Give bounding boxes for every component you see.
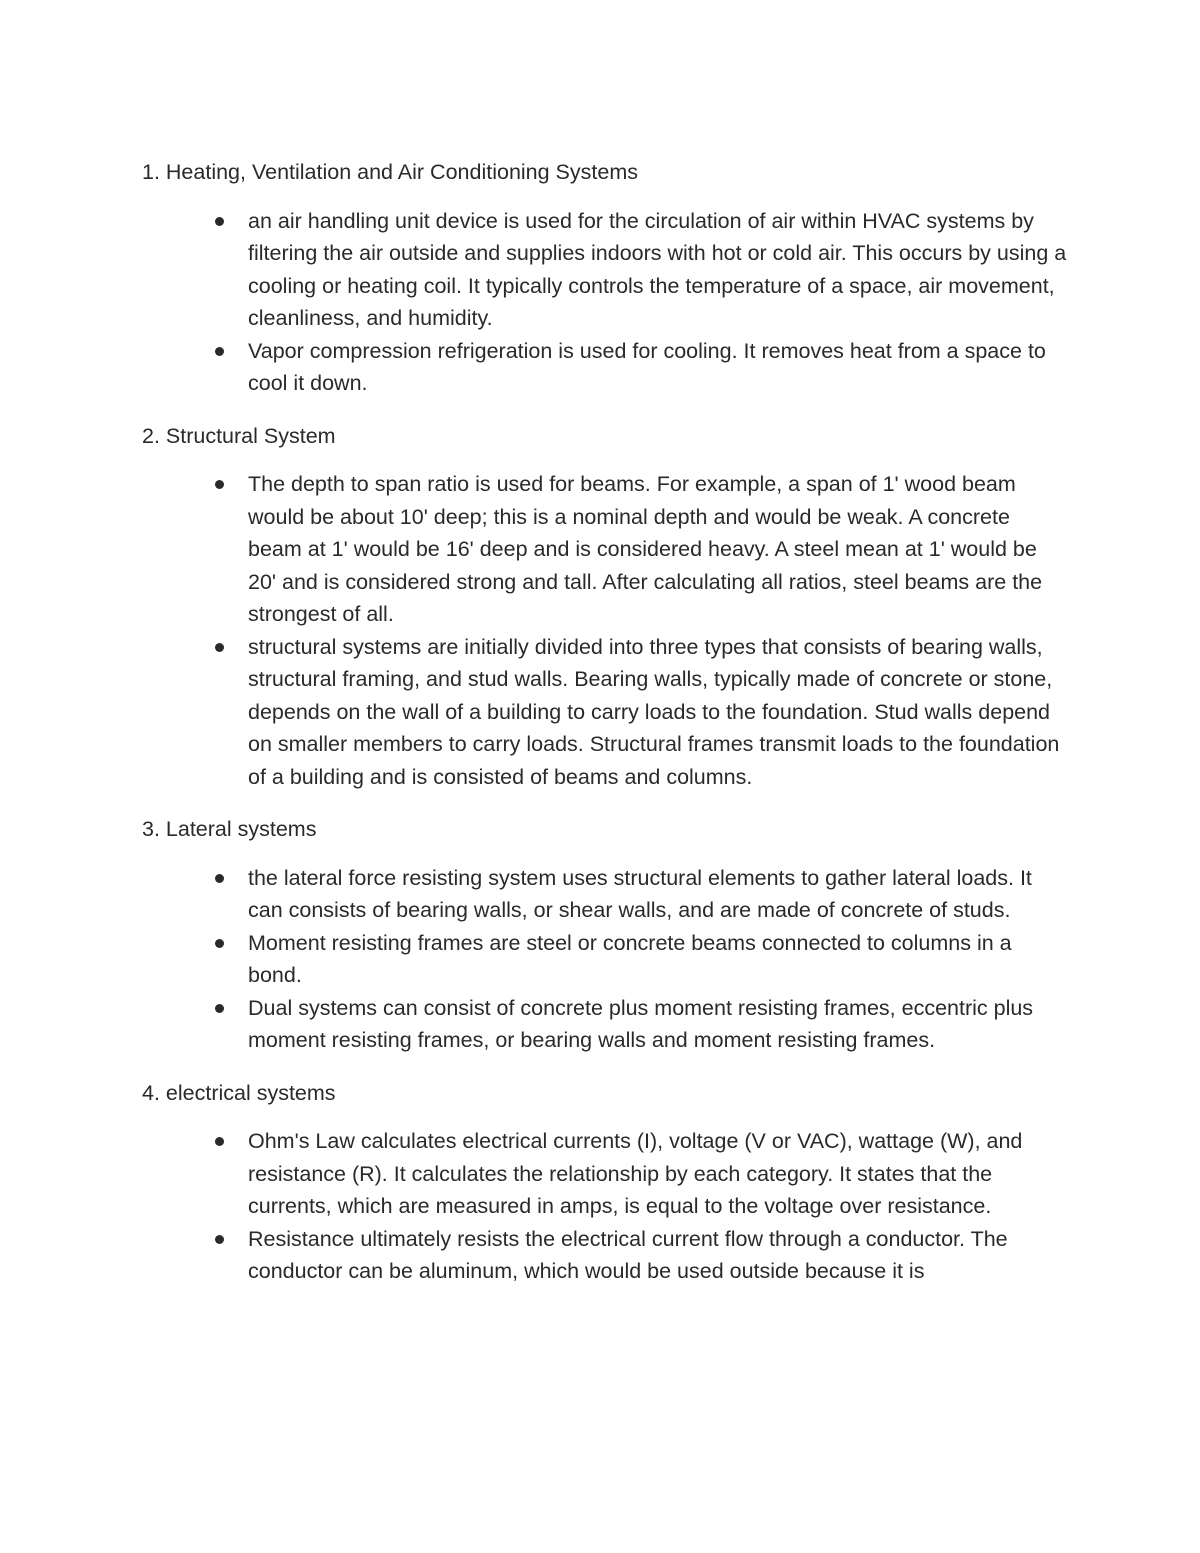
bullet-dot-icon — [215, 643, 224, 652]
bullet-text: The depth to span ratio is used for beams. For example, a span of 1' wood beam would be about 10' deep; this is a nominal depth and would be weak. A concrete beam at 1' would be 16' deep and is considered heavy. A steel mean at 1' would be 20' and is considered strong and tall. After calculating all ratios, steel beams are the strongest of all. — [248, 472, 1043, 626]
section-heading: 2. Structural System — [142, 423, 336, 448]
bullet-text: Dual systems can consist of concrete plus moment resisting frames, eccentric plus moment resisting frames, or bearing walls and moment resisting frames. — [248, 995, 1034, 1052]
bullet-text: the lateral force resisting system uses structural elements to gather lateral loads. It can consists of bearing walls, or shear walls, and are made of concrete of studs. — [248, 865, 1032, 922]
bullet-item — [142, 927, 1068, 992]
section-heading: 3. Lateral systems — [142, 817, 317, 841]
bullet-dot-icon — [215, 347, 224, 356]
section-structural — [142, 420, 1082, 794]
bullet-dot-icon — [215, 217, 224, 226]
bullet-dot-icon — [215, 939, 224, 948]
section-heading: 1. Heating, Ventilation and Air Conditioning Systems — [142, 160, 638, 184]
document-body — [142, 156, 1082, 1288]
bullet-text: structural systems are initially divided into three types that consists of bearing walls, structural framing, and stud walls. Bearing walls, typically made of concrete or stone, depends on the wall of a building to carry loads to the foundation. Stud walls depend on smaller members to carry loads. Structural frames transmit loads to the foundation of a building and is consisted of beams and columns. — [248, 634, 1060, 789]
bullet-text: Vapor compression refrigeration is used for cooling. It removes heat from a space to cool it down. — [248, 338, 1046, 395]
section-hvac — [142, 156, 1082, 400]
bullet-dot-icon — [215, 1137, 224, 1146]
section-electrical — [142, 1077, 1082, 1288]
bullet-item — [142, 335, 1068, 400]
bullet-list — [142, 468, 1082, 793]
section-heading: 4. electrical systems — [142, 1080, 336, 1105]
bullet-text: Ohm's Law calculates electrical currents (I), voltage (V or VAC), wattage (W), and resistance (R). It calculates the relationship by each category. It states that the currents, which are measured in amps, is equal to the voltage over resistance. — [248, 1129, 1023, 1218]
bullet-item — [142, 1125, 1068, 1223]
bullet-item — [142, 992, 1068, 1057]
bullet-item — [142, 205, 1068, 335]
bullet-text: Moment resisting frames are steel or concrete beams connected to columns in a bond. — [248, 930, 1012, 987]
bullet-list — [142, 1125, 1082, 1288]
bullet-dot-icon — [215, 874, 224, 883]
bullet-dot-icon — [215, 1004, 224, 1013]
bullet-text: an air handling unit device is used for the circulation of air within HVAC systems by filtering the air outside and supplies indoors with hot or cold air. This occurs by using a cooling or heating coil. It typically controls the temperature of a space, air movement, cleanliness, and humidity. — [248, 208, 1067, 330]
bullet-item — [142, 631, 1068, 794]
section-lateral — [142, 813, 1082, 1057]
bullet-list — [142, 862, 1082, 1057]
bullet-text: Resistance ultimately resists the electrical current flow through a conductor. The conductor can be aluminum, which would be used outside because it is — [248, 1226, 1008, 1283]
bullet-item — [142, 862, 1068, 927]
bullet-item — [142, 1223, 1068, 1288]
bullet-item — [142, 468, 1068, 631]
bullet-dot-icon — [215, 1235, 224, 1244]
bullet-dot-icon — [215, 480, 224, 489]
bullet-list — [142, 205, 1082, 400]
